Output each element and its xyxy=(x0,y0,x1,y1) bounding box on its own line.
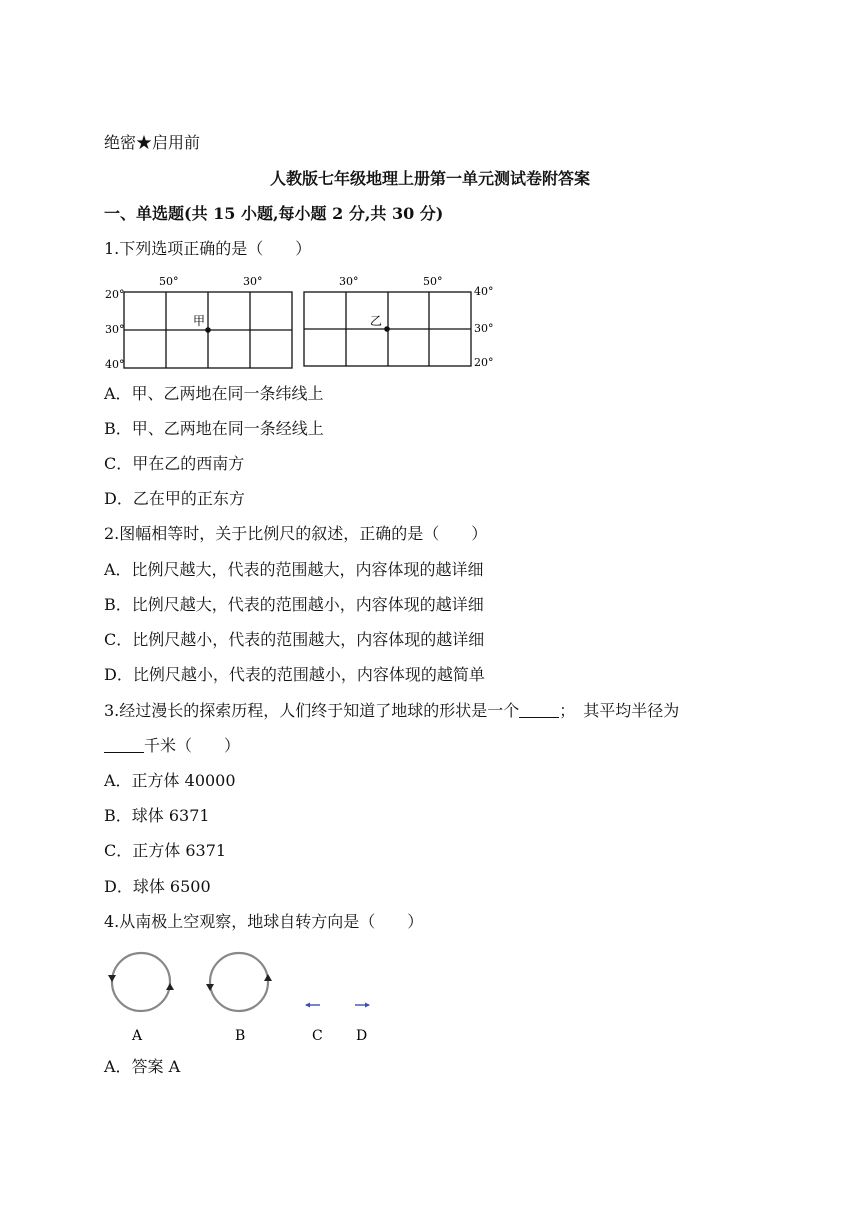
question-3-stem-part2: ； 其平均半径为 xyxy=(559,701,680,720)
grid-right-top-label: 30° xyxy=(339,275,359,288)
grid-left-side-label: 20° xyxy=(105,288,125,301)
grid-right-side-label: 40° xyxy=(474,285,494,298)
question-3-stem-part1: 3.经过漫长的探索历程，人们终于知道了地球的形状是一个 xyxy=(104,701,520,720)
grid-left-top-label: 50° xyxy=(159,275,179,288)
question-1-option-b: B．甲、乙两地在同一条经线上 xyxy=(104,419,324,438)
question-3-option-d: D．球体 6500 xyxy=(104,877,211,896)
secrecy-label: 绝密★启用前 xyxy=(104,133,201,152)
arrow-c-icon xyxy=(305,1003,320,1008)
document-title: 人教版七年级地理上册第一单元测试卷附答案 xyxy=(269,169,590,188)
question-4-stem: 4.从南极上空观察，地球自转方向是（ ） xyxy=(104,912,424,931)
figure-label-d: D xyxy=(356,1028,368,1044)
figure-label-b: B xyxy=(235,1028,246,1044)
arrow-a-left-icon xyxy=(108,975,116,982)
answer-blank xyxy=(519,701,559,718)
grid-right-side-label: 30° xyxy=(474,322,494,335)
grid-left-side-label: 30° xyxy=(105,323,125,336)
point-jia xyxy=(205,327,211,333)
question-3-stem-part3: 千米（ ） xyxy=(144,736,241,755)
grid-left-top-label: 30° xyxy=(243,275,263,288)
arrow-b-right-icon xyxy=(264,974,272,981)
question-1-stem: 1.下列选项正确的是（ ） xyxy=(104,239,312,258)
answer-blank xyxy=(104,736,144,753)
question-2-option-c: C．比例尺越小，代表的范围越大，内容体现的越详细 xyxy=(104,630,485,649)
arrow-b-left-icon xyxy=(206,984,214,991)
grid-right-top-label: 50° xyxy=(423,275,443,288)
figure-label-a: A xyxy=(132,1028,143,1044)
question-3-option-c: C．正方体 6371 xyxy=(104,841,227,860)
section-heading: 一、单选题(共 15 小题,每小题 2 分,共 30 分) xyxy=(104,204,444,223)
question-4-option-a: A．答案 A xyxy=(104,1057,181,1076)
arrow-d-icon xyxy=(355,1003,370,1008)
point-jia-label: 甲 xyxy=(193,314,206,328)
question-1-option-d: D．乙在甲的正东方 xyxy=(104,489,245,508)
question-2-option-d: D．比例尺越小，代表的范围越小，内容体现的越简单 xyxy=(104,665,485,684)
question-1-option-c: C．甲在乙的西南方 xyxy=(104,454,245,473)
question-1-option-a: A．甲、乙两地在同一条纬线上 xyxy=(104,384,324,403)
lat-lon-grid-figure xyxy=(100,268,500,374)
question-3-stem xyxy=(104,701,679,721)
circle-b xyxy=(210,953,268,1011)
question-3-stem-continued xyxy=(104,736,240,756)
circle-a xyxy=(112,953,170,1011)
question-3-option-b: B．球体 6371 xyxy=(104,806,210,825)
point-yi xyxy=(384,326,390,332)
question-2-option-a: A．比例尺越大，代表的范围越大，内容体现的越详细 xyxy=(104,560,484,579)
grid-right-side-label: 20° xyxy=(474,356,494,369)
question-2-stem: 2.图幅相等时，关于比例尺的叙述，正确的是（ ） xyxy=(104,524,488,543)
question-3-option-a: A．正方体 40000 xyxy=(104,771,236,790)
arrow-a-right-icon xyxy=(166,983,174,990)
grid-left-side-label: 40° xyxy=(105,358,125,371)
question-2-option-b: B．比例尺越大，代表的范围越小，内容体现的越详细 xyxy=(104,595,484,614)
rotation-direction-figure xyxy=(100,944,390,1048)
figure-label-c: C xyxy=(312,1028,323,1044)
point-yi-label: 乙 xyxy=(370,314,383,328)
